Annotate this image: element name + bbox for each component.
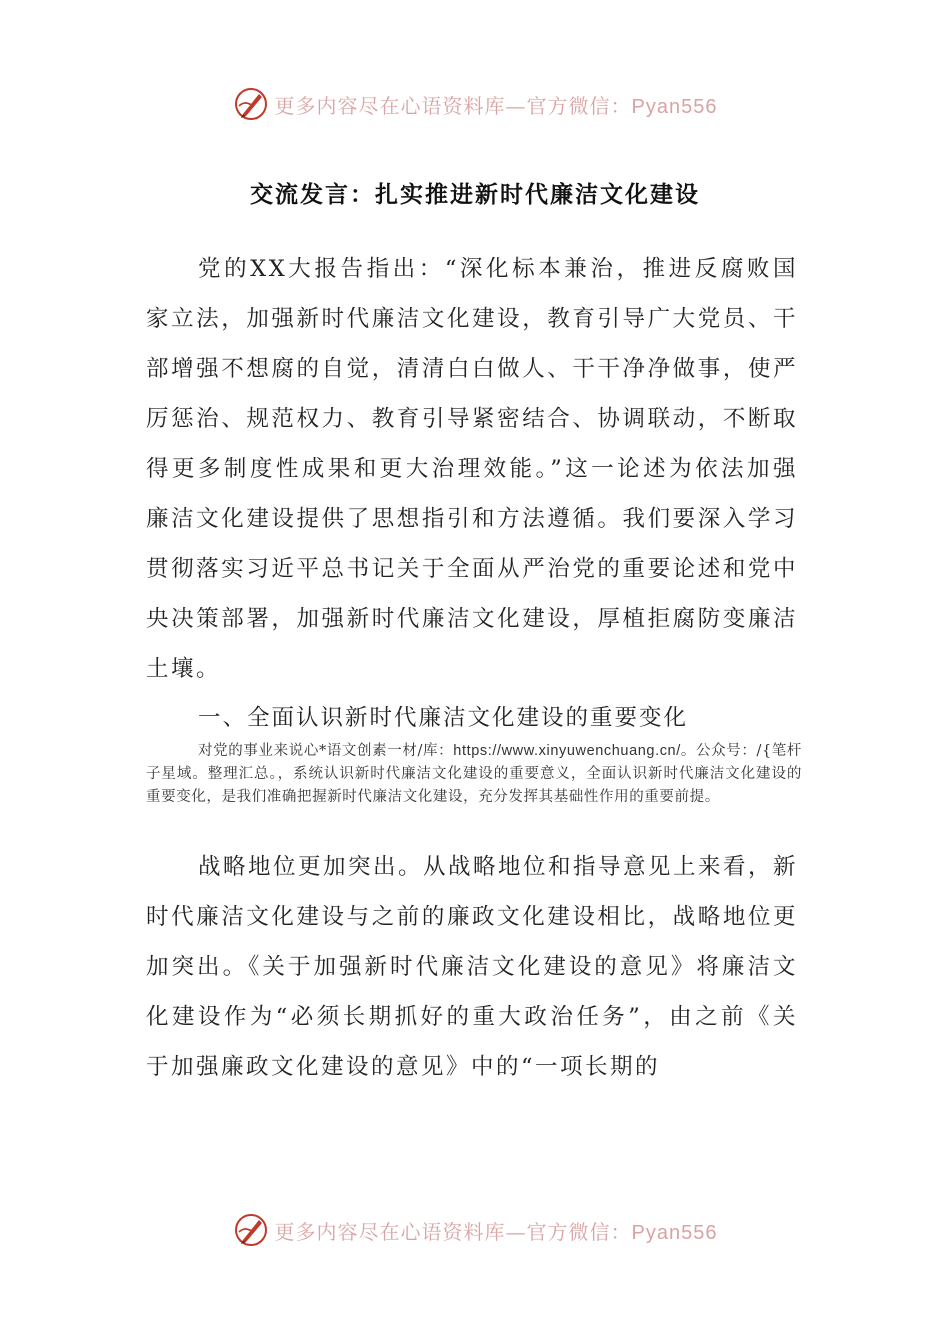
footer-banner-cn: 更多内容尽在心语资料库—官方微信： [274,1219,632,1244]
section-heading-1: 一、全面认识新时代廉洁文化建设的重要变化 [198,705,689,731]
document-title: 交流发言：扎实推进新时代廉洁文化建设 [250,181,700,208]
inserted-note [146,740,802,809]
header-banner-wechat-id: Pyan556 [631,95,718,118]
header-banner-text [275,90,718,119]
header-banner [0,84,950,124]
header-banner-cn: 更多内容尽在心语资料库—官方微信： [274,93,632,118]
note-url-link[interactable]: https://www.xinyuwenchuang.cn/ [453,743,681,759]
pen-logo-icon [233,86,269,122]
footer-banner-wechat-id: Pyan556 [631,1221,718,1244]
note-rest: 。公众号：/{笔杆子星域。整理汇总。，系统认识新时代廉洁文化建设的重要意义，全面认识新时代廉洁文化建设的重要变化，是我们准确把握新时代廉洁文化建设，充分发挥其基础性作用的重要前提。 [146,743,803,805]
paragraph-1: 党的XX大报告指出：“深化标本兼治，推进反腐败国家立法，加强新时代廉洁文化建设，教育引导广大党员、干部增强不想腐的自觉，清清白白做人、干干净净做事，使严厉惩治、规范权力、教育引导紧密结合、协调联动，不断取得更多制度性成果和更大治理效能。”这一论述为依法加强廉洁文化建设提供了思想指引和方法遵循。我们要深入学习贯彻落实习近平总书记关于全面从严治党的重要论述和党中央决策部署，加强新时代廉洁文化建设，厚植拒腐防变廉洁土壤。 [146,256,798,682]
note-prefix: 对党的事业来说心*语文创素一材/库： [198,743,454,759]
footer-banner [0,1210,950,1250]
paragraph-2: 战略地位更加突出。从战略地位和指导意见上来看，新时代廉洁文化建设与之前的廉政文化建设相比，战略地位更加突出。《关于加强新时代廉洁文化建设的意见》将廉洁文化建设作为“必须长期抓好的重大政治任务”，由之前《关于加强廉政文化建设的意见》中的“一项长期的 [146,854,799,1080]
footer-banner-text [275,1216,718,1245]
pen-logo-icon [233,1212,269,1248]
